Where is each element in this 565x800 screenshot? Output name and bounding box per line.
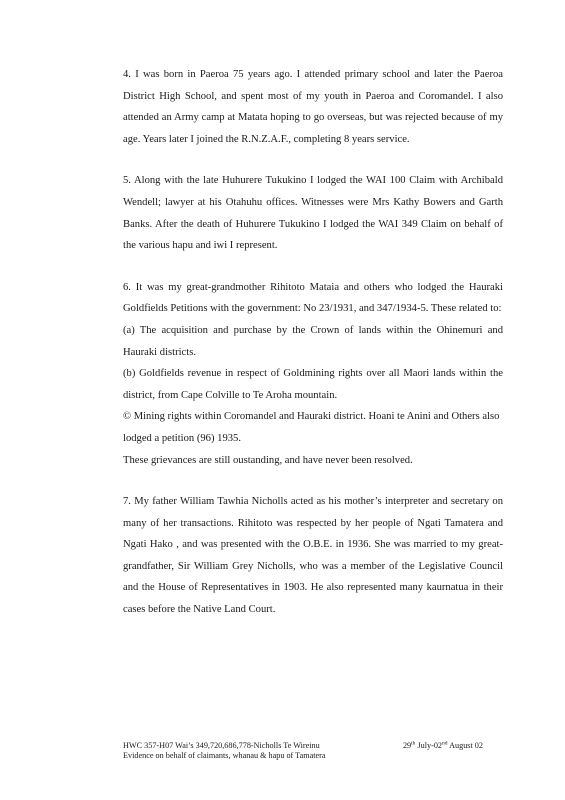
paragraph-6-item-c: © Mining rights within Coromandel and Hauraki district. Hoani te Anini and Others also lodged a petition (96) 1935. (123, 411, 500, 444)
paragraph-7: 7. My father William Tawhia Nicholls acted as his mother’s interpreter and secretary on many of her transactions. Rihitoto was respected by her people of Ngati Tamatera and Ngati Hako , and was presented with the O.B.E. in 1936. She was married to my great-grandfather, Sir William Grey Nicholls, who was a member of the Legislative Council and the House of Representatives in 1903. He also represented many kaurnatua in their cases before the Native Land Court. (123, 496, 503, 616)
page-footer (123, 741, 483, 761)
footer-date-day: 29 (402, 741, 412, 750)
footer-date-middle: July-02 (415, 741, 443, 750)
paragraph-6-item-b: (b) Goldfields revenue in respect of Goldmining rights over all Maori lands within the district, from Cape Colville to Te Aroha mountain. (123, 368, 503, 401)
footer-row-1 (123, 741, 483, 751)
paragraph-6-closing: These grievances are still oustanding, and have never been resolved. (123, 454, 413, 466)
footer-date-end: August 02 (447, 741, 483, 750)
paragraph-6-item-a: (a) The acquisition and purchase by the Crown of lands within the Ohinemuri and Hauraki districts. (123, 324, 503, 358)
paragraph-6-intro: 6. It was my great-grandmother Rihitoto Mataia and others who lodged the Hauraki Goldfields Petitions with the government: No 23/1931, and 347/1934-5. These related to: (123, 281, 503, 315)
footer-date (403, 741, 483, 751)
document-body (123, 64, 503, 641)
paragraph-5: 5. Along with the late Huhurere Tukukino I lodged the WAI 100 Claim with Archibald Wendell; lawyer at his Otahuhu offices. Witnesses were Mrs Kathy Bowers and Garth Banks. After the death of Huhurere Tukukino I lodged the WAI 349 Claim on behalf of the various hapu and iwi I represent. (123, 175, 503, 252)
footer-evidence-line: Evidence on behalf of claimants, whanau & hapu of Tamatera (123, 751, 326, 760)
footer-date-suffix-1: th (411, 740, 416, 747)
footer-reference: HWC 357-H07 Wai’s 349,720,686,778-Nicholls Te Wireinu (123, 741, 320, 750)
footer-date-suffix-2: nd (442, 740, 448, 747)
paragraph-4: 4. I was born in Paeroa 75 years ago. I attended primary school and later the Paeroa District High School, and spent most of my youth in Paeroa and Coromandel. I also attended an Army camp at Matata hoping to go overseas, but was rejected because of my age. Years later I joined the R.N.Z.A.F., completing 8 years service. (123, 69, 503, 145)
paragraph-6 (123, 277, 503, 471)
